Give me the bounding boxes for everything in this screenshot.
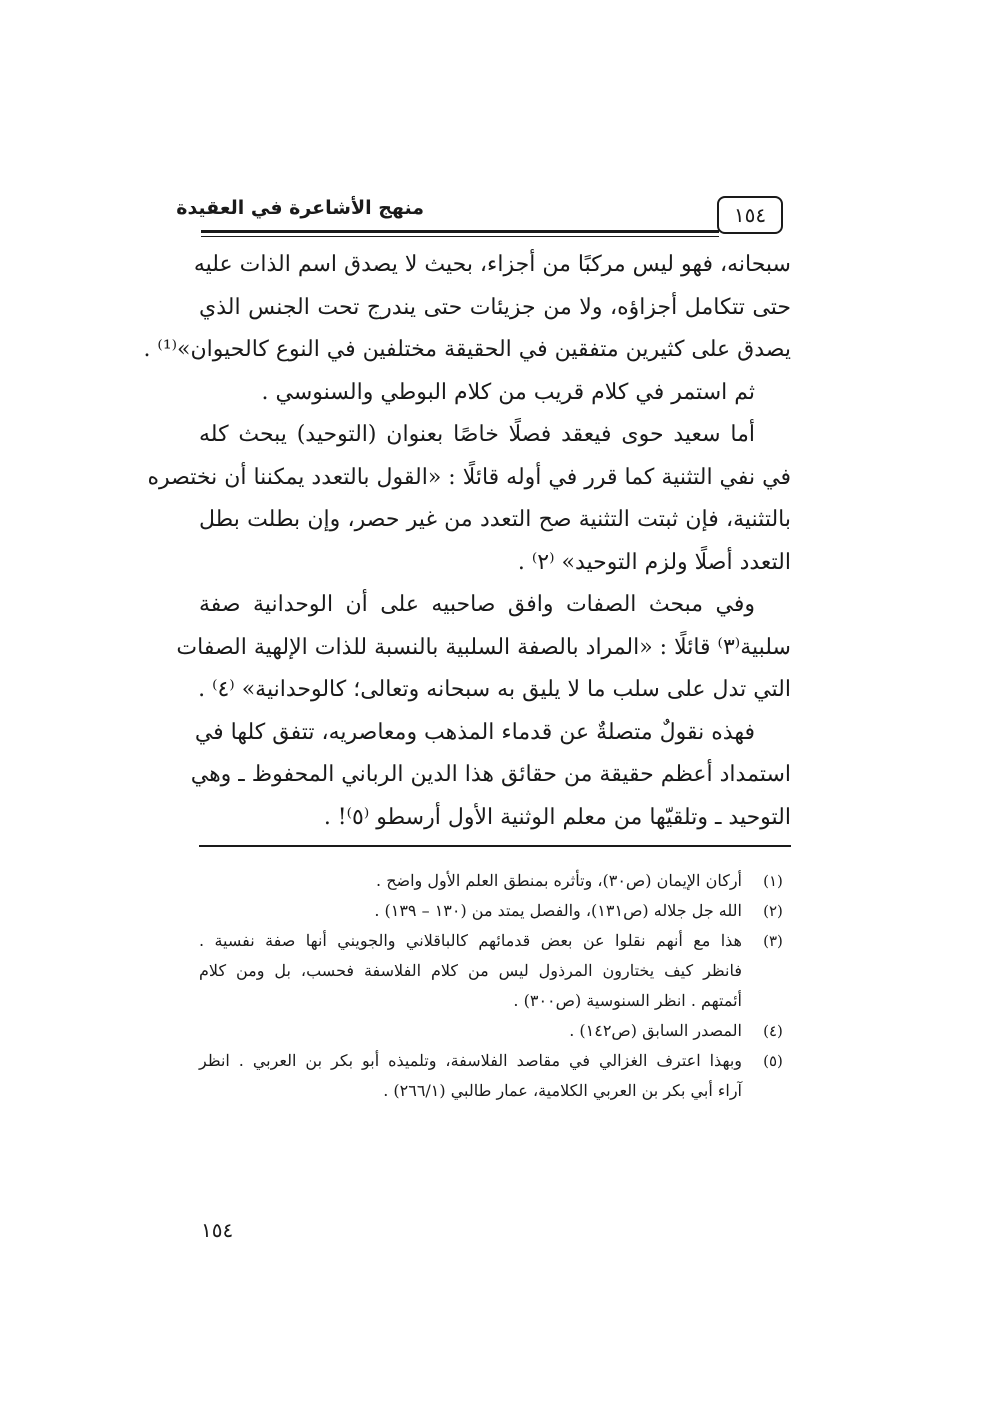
footnote: [199, 1046, 791, 1106]
header-rule-thick: [201, 230, 719, 233]
header-page-number: ١٥٤: [733, 203, 767, 227]
text-line: يصدق على كثيرين متفقين في الحقيقة مختلفين في النوع كالحيوان»⁽¹⁾ .: [143, 337, 791, 362]
text-line: بالتثنية، فإن ثبتت التثنية صح التعدد من غير حصر، وإن بطلت بطل: [199, 507, 791, 532]
text-line: ثم استمر في كلام قريب من كلام البوطي والسنوسي .: [261, 379, 755, 405]
footer-page-number: ١٥٤: [201, 1218, 234, 1242]
text-line: فهذه نقولٌ متصلةٌ عن قدماء المذهب ومعاصريه، تتفق كلها في: [194, 719, 755, 745]
text-line: التعدد أصلًا ولزم التوحيد» ⁽٢⁾ .: [517, 549, 791, 575]
text-line: حتى تتكامل أجزاؤه، ولا من جزيئات حتى يندرج تحت الجنس الذي: [199, 294, 791, 320]
footnote: [199, 1016, 791, 1046]
running-header-title: منهج الأشاعرة في العقيدة: [176, 197, 424, 219]
footnote-line: هذا مع أنهم نقلوا عن بعض قدمائهم كالباقلاني والجويني أنها صفة نفسية .: [199, 931, 742, 950]
footnote-number: (١): [763, 872, 783, 890]
main-text: [143, 244, 791, 839]
footnote: [199, 926, 791, 1016]
footnote-line: فانظر كيف يختارون المرذول ليس من كلام الفلاسفة فحسب، بل ومن كلام: [199, 961, 742, 980]
footnote-number: (٣): [763, 932, 783, 950]
text-line: استمداد أعظم حقيقة من حقائق هذا الدين الرباني المحفوظ ـ وهي: [190, 762, 791, 787]
header-page-number-box: [717, 196, 783, 234]
footnote-number: (٥): [763, 1052, 783, 1070]
text-line: سلبية⁽٣⁾ قائلًا : «المراد بالصفة السلبية بالنسبة للذات الإلهية الصفات: [176, 634, 791, 660]
footnotes: [199, 866, 791, 1106]
text-line: التوحيد ـ وتلقيّها من معلم الوثنية الأول أرسطو ⁽٥⁾! .: [323, 804, 791, 830]
footnote-line: أئمتهم . انظر السنوسية (ص٣٠٠) .: [513, 991, 742, 1010]
text-line: أما سعيد حوى فيعقد فصلًا خاصًا بعنوان (التوحيد) يبحث كله: [199, 422, 755, 447]
footnote-line: وبهذا اعترف الغزالي في مقاصد الفلاسفة، وتلميذه أبو بكر بن العربي . انظر: [199, 1051, 742, 1070]
footnote-separator: [199, 845, 791, 847]
footnote-number: (٢): [763, 902, 783, 920]
footnote-line: آراء أبي بكر بن العربي الكلامية، عمار طالبي (٢٦٦/١) .: [383, 1081, 742, 1100]
footnote-number: (٤): [763, 1022, 783, 1040]
text-line: التي تدل على سلب ما لا يليق به سبحانه وتعالى؛ كالوحدانية» ⁽٤⁾ .: [198, 677, 791, 702]
footnote-line: المصدر السابق (ص١٤٢) .: [569, 1021, 742, 1040]
footnote-line: أركان الإيمان (ص٣٠)، وتأثره بمنطق العلم الأول واضح .: [376, 871, 742, 890]
footnote-line: الله جل جلاله (ص١٣١)، والفصل يمتد من (١٣٠ – ١٣٩) .: [374, 901, 742, 920]
text-line: وفي مبحث الصفات وافق صاحبيه على أن الوحدانية صفة: [199, 592, 755, 617]
text-line: في نفي التثنية كما قرر في أوله قائلًا : «القول بالتعدد يمكننا أن نختصره: [147, 464, 791, 490]
footnote: [199, 896, 791, 926]
text-line: سبحانه، فهو ليس مركبًا من أجزاء، بحيث لا يصدق اسم الذات عليه: [193, 252, 791, 277]
header-rule-thin: [201, 236, 719, 237]
footnote: [199, 866, 791, 896]
